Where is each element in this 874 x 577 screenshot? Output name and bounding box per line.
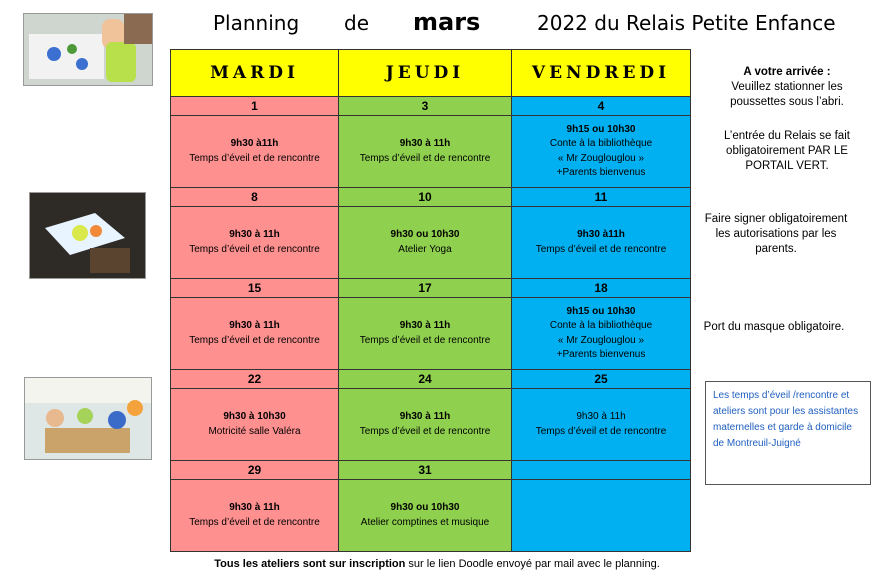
arrival-note [700, 65, 874, 110]
activity-time: 9h30 ou 10h30 [390, 502, 460, 513]
sign-line: parents. [755, 243, 797, 255]
activity-row [171, 389, 691, 461]
activity-text: Conte à la bibliothèque [549, 138, 653, 149]
photo-light-table [29, 192, 146, 279]
activity-cell-mardi [171, 207, 339, 279]
activity-text: Temps d’éveil et de rencontre [535, 425, 667, 437]
activity-row [171, 116, 691, 188]
activity-text: Temps d’éveil et de rencontre [189, 334, 320, 346]
activity-time: 9h30 ou 10h30 [390, 229, 460, 240]
activity-text: Atelier Yoga [398, 243, 452, 255]
title-year-relais: 2022 du Relais Petite Enfance [537, 11, 836, 35]
sign-line: Faire signer obligatoirement [704, 213, 848, 225]
activity-cell-jeudi [339, 207, 512, 279]
activity-cell-vendredi [512, 389, 691, 461]
activity-cell-vendredi [512, 298, 691, 370]
activity-time: 9h30 à 11h [399, 138, 451, 149]
activity-text: Temps d’éveil et de rencontre [359, 152, 491, 164]
entrance-line: obligatoirement PAR LE [726, 145, 848, 157]
entrance-note [700, 129, 874, 174]
activity-row [171, 298, 691, 370]
activity-cell-jeudi [339, 389, 512, 461]
day-header-vendredi: VENDREDI [512, 50, 691, 97]
activity-time: 9h30 à 10h30 [223, 411, 286, 422]
date-cell-mardi: 22 [171, 370, 339, 389]
activity-time: 9h30 à 11h [399, 411, 451, 422]
activity-time: 9h30 à11h [577, 229, 625, 240]
date-row [171, 97, 691, 116]
planning-table [170, 49, 691, 552]
activity-row [171, 207, 691, 279]
date-cell-vendredi: 11 [512, 188, 691, 207]
activity-text: Temps d’éveil et de rencontre [359, 334, 491, 346]
sign-line: les autorisations par les [715, 228, 837, 240]
arrival-heading: A votre arrivée : [743, 66, 831, 78]
info-box: Les temps d’éveil /rencontre et ateliers sont pour les assistantes maternelles et garde à domicile de Montreuil-Juigné [705, 381, 871, 485]
activity-cell-jeudi [339, 298, 512, 370]
activity-text: 9h30 à 11h [576, 411, 626, 422]
entrance-line: PORTAIL VERT. [745, 160, 829, 172]
photo-children-activity [24, 377, 152, 460]
date-row [171, 188, 691, 207]
date-row [171, 370, 691, 389]
title-de: de [344, 11, 369, 35]
mask-note [687, 320, 861, 335]
activity-row [171, 480, 691, 552]
activity-text: « Mr Zouglouglou » [557, 152, 645, 164]
activity-text: Temps d’éveil et de rencontre [359, 425, 491, 437]
activity-time: 9h30 à 11h [229, 320, 280, 331]
day-header-jeudi: JEUDI [339, 50, 512, 97]
day-header-row [171, 50, 691, 97]
date-cell-mardi: 29 [171, 461, 339, 480]
date-cell-jeudi: 24 [339, 370, 512, 389]
day-header-mardi: MARDI [171, 50, 339, 97]
date-cell-mardi: 1 [171, 97, 339, 116]
date-cell-jeudi: 31 [339, 461, 512, 480]
activity-cell-mardi [171, 389, 339, 461]
date-cell-jeudi: 17 [339, 279, 512, 298]
date-cell-mardi: 8 [171, 188, 339, 207]
activity-text: +Parents bienvenus [556, 349, 646, 360]
date-cell-vendredi: 18 [512, 279, 691, 298]
page-title [0, 8, 874, 42]
activity-cell-vendredi [512, 480, 691, 552]
activity-time: 9h30 à11h [230, 138, 279, 149]
date-cell-vendredi: 25 [512, 370, 691, 389]
activity-cell-mardi [171, 116, 339, 188]
activity-time: 9h30 à 11h [229, 502, 280, 513]
activity-text: Motricité salle Valéra [208, 425, 301, 437]
activity-text: Atelier comptines et musique [360, 516, 490, 528]
activity-text: Temps d’éveil et de rencontre [189, 243, 320, 255]
activity-cell-vendredi [512, 207, 691, 279]
activity-text: +Parents bienvenus [556, 167, 646, 178]
activity-cell-jeudi [339, 480, 512, 552]
date-cell-jeudi: 3 [339, 97, 512, 116]
date-cell-vendredi [512, 461, 691, 480]
title-planning: Planning [213, 11, 300, 35]
activity-text: Conte à la bibliothèque [549, 320, 653, 331]
activity-time: 9h30 à 11h [229, 229, 280, 240]
footer-note [0, 558, 874, 570]
footer-bold: Tous les ateliers sont sur inscription [214, 558, 406, 570]
activity-time: 9h15 ou 10h30 [566, 123, 636, 135]
date-cell-mardi: 15 [171, 279, 339, 298]
arrival-line: poussettes sous l’abri. [730, 96, 844, 108]
title-month: mars [413, 8, 481, 36]
mask-line: Port du masque obligatoire. [703, 321, 845, 333]
activity-text: « Mr Zouglouglou » [557, 334, 645, 346]
date-row [171, 279, 691, 298]
date-row [171, 461, 691, 480]
activity-time: 9h15 ou 10h30 [566, 305, 636, 317]
activity-cell-vendredi [512, 116, 691, 188]
activity-cell-mardi [171, 298, 339, 370]
activity-text: Temps d’éveil et de rencontre [189, 152, 320, 164]
activity-text: Temps d’éveil et de rencontre [535, 243, 667, 255]
arrival-line: Veuillez stationner les [731, 81, 843, 93]
authorization-note [689, 212, 863, 257]
date-cell-jeudi: 10 [339, 188, 512, 207]
activity-text: Temps d’éveil et de rencontre [189, 516, 320, 528]
entrance-line: L’entrée du Relais se fait [724, 130, 850, 142]
activity-cell-mardi [171, 480, 339, 552]
date-cell-vendredi: 4 [512, 97, 691, 116]
footer-rest: sur le lien Doodle envoyé par mail avec le planning. [405, 558, 660, 570]
activity-time: 9h30 à 11h [399, 320, 451, 331]
activity-cell-jeudi [339, 116, 512, 188]
